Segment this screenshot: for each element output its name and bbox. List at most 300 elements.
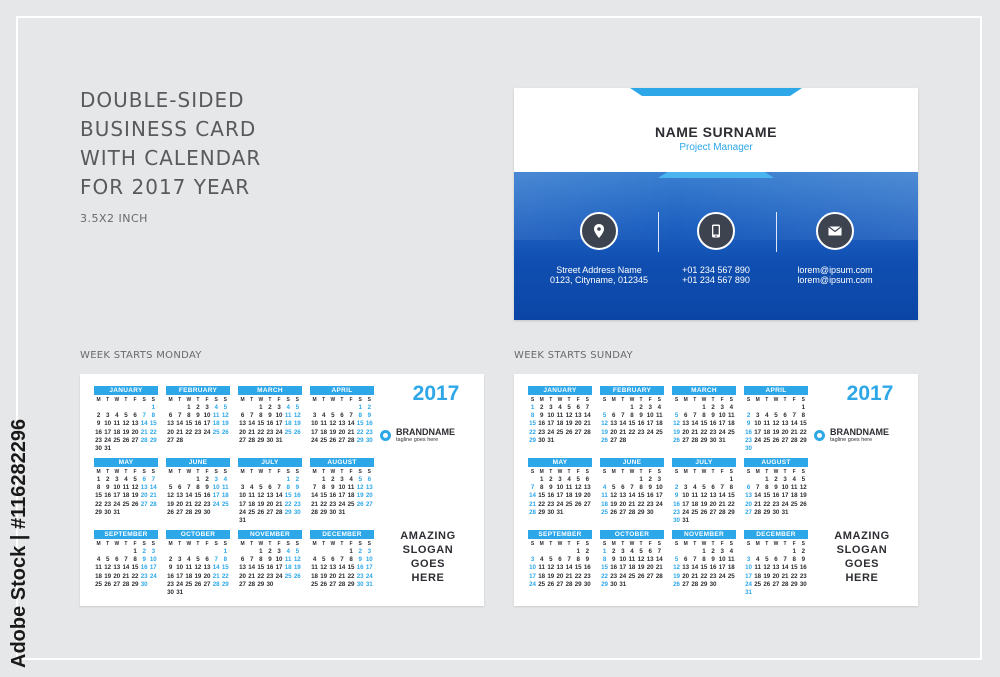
day-cell: 16 <box>799 564 807 572</box>
day-cell: 13 <box>365 484 373 492</box>
day-cell: 21 <box>619 428 627 436</box>
weekday-label: T <box>621 541 625 547</box>
day-cell: 25 <box>122 500 130 508</box>
day-cell: 21 <box>347 428 355 436</box>
day-cell: 13 <box>574 412 582 420</box>
day-cell: 4 <box>115 412 119 420</box>
day-cell: 3 <box>151 548 156 555</box>
day-cell: 2 <box>585 548 590 555</box>
day-cell: 16 <box>167 572 174 580</box>
day-cell: 8 <box>792 556 796 564</box>
month-header: MARCH <box>238 386 302 395</box>
day-cell: 21 <box>781 572 789 580</box>
day-cell: 19 <box>673 572 680 580</box>
day-cell: 1 <box>539 476 544 483</box>
weekday-label: W <box>330 397 336 403</box>
day-cell: 2 <box>711 548 715 555</box>
day-cell: 26 <box>257 508 265 516</box>
empty-cell <box>718 476 727 484</box>
empty-cell <box>337 404 346 412</box>
day-cell: 20 <box>266 500 274 508</box>
day-cell: 12 <box>763 564 771 572</box>
day-cell: 16 <box>140 564 148 572</box>
day-cell: 17 <box>311 428 318 436</box>
day-cell: 29 <box>95 508 102 516</box>
empty-cell <box>121 404 130 412</box>
day-cell: 8 <box>702 556 706 564</box>
day-cell: 26 <box>194 580 202 588</box>
day-cell: 21 <box>149 492 157 500</box>
weekday-label: S <box>746 541 751 547</box>
phone-line-2: +01 234 567 890 <box>682 275 750 285</box>
weekday-label: T <box>711 541 715 547</box>
weekday-label: T <box>549 397 553 403</box>
weekday-label: M <box>240 469 245 475</box>
day-cell: 29 <box>221 580 229 588</box>
day-cell: 24 <box>311 436 318 444</box>
location-pin-icon <box>580 212 618 250</box>
day-cell: 10 <box>556 484 564 492</box>
empty-cell <box>762 548 771 556</box>
weekday-row <box>528 397 592 404</box>
day-cell: 25 <box>185 580 193 588</box>
day-cell: 6 <box>558 556 562 564</box>
day-cell: 26 <box>799 500 807 508</box>
day-cell: 23 <box>140 572 148 580</box>
day-cell: 10 <box>619 556 627 564</box>
day-cell: 9 <box>746 420 751 428</box>
day-cell: 7 <box>249 412 254 420</box>
day-cell: 29 <box>347 580 355 588</box>
weekday-label: M <box>611 397 616 403</box>
day-cell: 21 <box>790 428 798 436</box>
day-cell: 13 <box>781 420 789 428</box>
day-cell: 11 <box>763 420 771 428</box>
day-cell: 4 <box>124 476 128 483</box>
day-cell: 19 <box>574 492 582 500</box>
day-cell: 12 <box>104 564 112 572</box>
empty-cell <box>681 476 690 484</box>
weekday-label: F <box>576 541 580 547</box>
day-cell: 4 <box>286 548 290 555</box>
weekday-label: W <box>557 469 563 475</box>
day-cell: 3 <box>549 404 553 411</box>
weekday-label: M <box>755 469 760 475</box>
weekday-row <box>94 397 158 404</box>
day-cell: 26 <box>772 436 780 444</box>
address-line-2: 0123, Cityname, 012345 <box>549 275 649 285</box>
day-cell: 11 <box>728 556 735 564</box>
day-cell: 14 <box>565 564 573 572</box>
day-cell: 13 <box>140 484 148 492</box>
day-cell: 13 <box>203 564 211 572</box>
day-cell: 17 <box>718 564 726 572</box>
day-cell: 29 <box>637 508 645 516</box>
day-cell: 19 <box>329 428 337 436</box>
day-cell: 24 <box>203 428 211 436</box>
day-cell: 8 <box>702 412 706 420</box>
month-header: JULY <box>238 458 302 467</box>
weekday-label: M <box>683 541 688 547</box>
day-cell: 18 <box>628 564 636 572</box>
day-cell: 18 <box>95 572 102 580</box>
day-cell: 22 <box>529 428 536 436</box>
day-cell: 30 <box>583 580 591 588</box>
day-cell: 27 <box>619 508 627 516</box>
weekday-label: T <box>250 397 254 403</box>
day-cell: 3 <box>746 556 751 564</box>
brand-block <box>380 427 455 444</box>
empty-cell <box>781 548 790 556</box>
day-cell: 10 <box>646 412 654 420</box>
day-cell: 23 <box>772 500 780 508</box>
day-cell: 3 <box>214 476 218 483</box>
day-cell: 17 <box>754 428 762 436</box>
day-cell: 27 <box>610 436 618 444</box>
empty-cell <box>753 404 762 412</box>
day-cell: 31 <box>718 436 726 444</box>
day-cell: 18 <box>538 572 546 580</box>
day-cell: 12 <box>293 412 301 420</box>
day-cell: 28 <box>691 580 699 588</box>
weekday-label: S <box>729 469 733 475</box>
day-cell: 6 <box>240 556 245 564</box>
day-cell: 14 <box>754 492 762 500</box>
day-grid <box>94 548 158 589</box>
month-june <box>166 458 230 517</box>
day-cell: 22 <box>320 500 328 508</box>
day-cell: 22 <box>574 572 582 580</box>
day-cell: 15 <box>790 564 798 572</box>
day-cell: 20 <box>329 572 337 580</box>
day-cell: 14 <box>583 412 591 420</box>
day-cell: 22 <box>790 572 798 580</box>
day-cell: 24 <box>365 572 373 580</box>
empty-cell <box>672 548 681 556</box>
day-cell: 10 <box>311 420 318 428</box>
day-cell: 31 <box>619 580 627 588</box>
business-card-front <box>514 88 918 320</box>
month-february <box>166 386 230 445</box>
day-cell: 24 <box>547 428 555 436</box>
brand-block <box>814 427 889 444</box>
day-cell: 9 <box>801 556 806 564</box>
day-cell: 8 <box>321 484 326 492</box>
day-cell: 13 <box>682 420 690 428</box>
day-cell: 2 <box>196 404 200 411</box>
month-header: JUNE <box>600 458 664 467</box>
weekday-label: W <box>186 469 192 475</box>
weekday-label: S <box>801 397 805 403</box>
day-cell: 15 <box>637 492 645 500</box>
day-cell: 28 <box>619 436 627 444</box>
day-cell: 11 <box>113 420 121 428</box>
day-cell: 10 <box>529 564 536 572</box>
day-cell: 27 <box>239 436 246 444</box>
day-cell: 20 <box>772 572 780 580</box>
day-cell: 25 <box>691 508 699 516</box>
weekday-row <box>672 469 736 476</box>
day-cell: 3 <box>621 548 625 555</box>
day-cell: 1 <box>576 548 580 555</box>
day-cell: 15 <box>257 420 265 428</box>
weekday-label: T <box>106 541 110 547</box>
empty-cell <box>166 404 175 412</box>
day-cell: 19 <box>673 428 680 436</box>
day-cell: 27 <box>781 436 789 444</box>
day-cell: 25 <box>655 428 663 436</box>
empty-cell <box>609 404 618 412</box>
month-header: OCTOBER <box>600 530 664 539</box>
brand-tagline: tagline goes here <box>830 437 873 443</box>
weekday-label: F <box>648 469 652 475</box>
day-cell: 4 <box>321 412 326 420</box>
day-grid <box>528 404 592 445</box>
calendar-card-monday <box>80 374 484 606</box>
day-cell: 22 <box>601 572 608 580</box>
day-cell: 23 <box>673 508 680 516</box>
day-cell: 9 <box>205 484 209 492</box>
day-cell: 9 <box>295 484 300 492</box>
day-grid <box>600 476 664 517</box>
day-cell: 6 <box>683 556 688 564</box>
day-cell: 20 <box>619 500 627 508</box>
weekday-label: M <box>611 469 616 475</box>
day-cell: 15 <box>601 564 608 572</box>
day-cell: 6 <box>367 476 372 483</box>
day-cell: 5 <box>295 548 300 555</box>
day-cell: 15 <box>628 420 636 428</box>
empty-cell <box>193 548 202 556</box>
day-cell: 24 <box>655 500 663 508</box>
day-cell: 19 <box>320 572 328 580</box>
day-cell: 25 <box>311 580 318 588</box>
day-cell: 26 <box>763 580 771 588</box>
empty-cell <box>528 548 537 556</box>
phone-line-1: +01 234 567 890 <box>682 265 750 275</box>
day-cell: 18 <box>691 500 699 508</box>
weekday-label: T <box>106 469 110 475</box>
day-cell: 17 <box>239 500 246 508</box>
day-cell: 7 <box>567 556 571 564</box>
weekday-label: T <box>340 469 344 475</box>
day-cell: 4 <box>567 476 571 483</box>
weekday-label: F <box>792 397 796 403</box>
weekday-label: F <box>133 541 137 547</box>
day-cell: 24 <box>718 572 726 580</box>
day-cell: 22 <box>763 500 771 508</box>
day-cell: 14 <box>529 492 536 500</box>
weekday-label: F <box>576 397 580 403</box>
day-cell: 15 <box>185 420 193 428</box>
weekday-label: S <box>801 469 805 475</box>
day-cell: 16 <box>673 500 680 508</box>
day-cell: 26 <box>601 436 608 444</box>
top-accent-bar <box>630 88 802 96</box>
day-grid <box>672 404 736 445</box>
day-cell: 30 <box>772 508 780 516</box>
day-cell: 17 <box>365 564 373 572</box>
day-cell: 23 <box>547 500 555 508</box>
day-cell: 30 <box>266 580 274 588</box>
day-cell: 23 <box>610 572 618 580</box>
empty-cell <box>166 548 175 556</box>
month-header: MAY <box>528 458 592 467</box>
day-cell: 15 <box>95 492 102 500</box>
day-cell: 15 <box>131 564 139 572</box>
day-cell: 2 <box>331 476 335 483</box>
empty-cell <box>337 548 346 556</box>
day-cell: 27 <box>682 580 690 588</box>
weekday-label: S <box>151 397 155 403</box>
day-cell: 12 <box>637 556 645 564</box>
day-cell: 10 <box>275 412 283 420</box>
weekday-label: S <box>530 469 535 475</box>
day-cell: 7 <box>585 404 590 411</box>
day-cell: 30 <box>266 436 274 444</box>
day-cell: 30 <box>547 508 555 516</box>
day-cell: 2 <box>801 548 806 555</box>
day-cell: 26 <box>673 580 680 588</box>
weekday-label: T <box>178 469 182 475</box>
day-cell: 4 <box>558 404 562 411</box>
day-cell: 21 <box>529 500 536 508</box>
email-line-1: lorem@ipsum.com <box>797 265 873 275</box>
day-cell: 15 <box>529 420 536 428</box>
day-cell: 12 <box>565 412 573 420</box>
day-cell: 28 <box>718 508 726 516</box>
day-cell: 20 <box>239 572 246 580</box>
day-cell: 25 <box>248 508 256 516</box>
month-header: JUNE <box>166 458 230 467</box>
day-cell: 11 <box>556 412 564 420</box>
weekday-label: S <box>223 541 227 547</box>
day-cell: 3 <box>340 476 344 483</box>
day-grid <box>744 548 808 597</box>
weekday-label: S <box>151 469 155 475</box>
day-cell: 5 <box>331 412 335 420</box>
weekday-label: S <box>729 397 733 403</box>
day-cell: 18 <box>727 420 735 428</box>
empty-cell <box>627 476 636 484</box>
weekday-label: S <box>746 469 751 475</box>
brand-logo-icon <box>814 430 825 441</box>
weekday-label: M <box>168 469 173 475</box>
day-cell: 24 <box>682 508 690 516</box>
day-cell: 28 <box>347 436 355 444</box>
day-cell: 24 <box>556 500 564 508</box>
weekday-label: M <box>539 469 544 475</box>
day-cell: 4 <box>602 484 607 492</box>
empty-cell <box>681 404 690 412</box>
weekday-label: F <box>720 541 724 547</box>
day-cell: 7 <box>177 412 182 420</box>
weekday-row <box>310 397 374 404</box>
day-cell: 7 <box>187 484 191 492</box>
day-cell: 4 <box>630 548 634 555</box>
day-cell: 10 <box>104 420 112 428</box>
empty-cell <box>319 548 328 556</box>
day-cell: 31 <box>547 436 555 444</box>
day-cell: 27 <box>745 508 752 516</box>
day-cell: 18 <box>556 420 564 428</box>
day-cell: 13 <box>113 564 121 572</box>
empty-cell <box>618 476 627 484</box>
day-cell: 4 <box>729 404 734 411</box>
day-cell: 22 <box>538 500 546 508</box>
empty-cell <box>600 476 609 484</box>
day-cell: 7 <box>249 556 254 564</box>
day-cell: 7 <box>312 484 317 492</box>
day-cell: 19 <box>131 492 139 500</box>
day-cell: 30 <box>356 580 364 588</box>
day-cell: 31 <box>113 508 121 516</box>
weekday-label: T <box>178 397 182 403</box>
day-cell: 6 <box>774 556 778 564</box>
day-cell: 12 <box>122 420 130 428</box>
day-cell: 5 <box>168 484 173 492</box>
day-cell: 15 <box>574 564 582 572</box>
day-cell: 6 <box>648 548 652 555</box>
day-cell: 27 <box>329 580 337 588</box>
weekday-label: T <box>322 541 326 547</box>
day-cell: 19 <box>194 572 202 580</box>
day-cell: 16 <box>266 420 274 428</box>
day-cell: 4 <box>249 484 254 492</box>
day-cell: 24 <box>619 572 627 580</box>
day-cell: 7 <box>142 412 146 420</box>
day-cell: 15 <box>221 564 229 572</box>
weekday-label: W <box>701 541 707 547</box>
weekday-label: W <box>773 469 779 475</box>
empty-cell <box>212 548 221 556</box>
day-cell: 31 <box>176 589 184 597</box>
empty-cell <box>310 476 319 484</box>
weekday-label: T <box>765 469 769 475</box>
day-cell: 16 <box>95 428 102 436</box>
day-cell: 4 <box>755 556 760 564</box>
day-cell: 9 <box>268 556 272 564</box>
day-cell: 9 <box>611 556 616 564</box>
day-cell: 26 <box>293 428 301 436</box>
weekday-label: S <box>674 541 679 547</box>
day-cell: 24 <box>212 500 220 508</box>
day-cell: 18 <box>754 572 762 580</box>
weekday-label: T <box>783 541 787 547</box>
day-cell: 2 <box>367 404 372 411</box>
day-cell: 25 <box>727 428 735 436</box>
day-grid <box>744 404 808 453</box>
day-cell: 25 <box>284 572 292 580</box>
day-cell: 11 <box>691 492 699 500</box>
day-cell: 8 <box>133 556 137 564</box>
weekday-label: F <box>349 541 353 547</box>
month-october <box>600 530 664 589</box>
day-cell: 4 <box>187 556 191 564</box>
day-cell: 14 <box>248 420 256 428</box>
day-cell: 1 <box>133 548 137 555</box>
weekday-label: T <box>765 541 769 547</box>
day-cell: 9 <box>358 556 362 564</box>
day-cell: 2 <box>648 476 652 483</box>
weekday-row <box>600 541 664 548</box>
day-cell: 22 <box>637 500 645 508</box>
day-cell: 25 <box>565 500 573 508</box>
phone-icon <box>697 212 735 250</box>
weekday-label: T <box>250 469 254 475</box>
day-cell: 16 <box>709 564 717 572</box>
day-cell: 30 <box>203 508 211 516</box>
